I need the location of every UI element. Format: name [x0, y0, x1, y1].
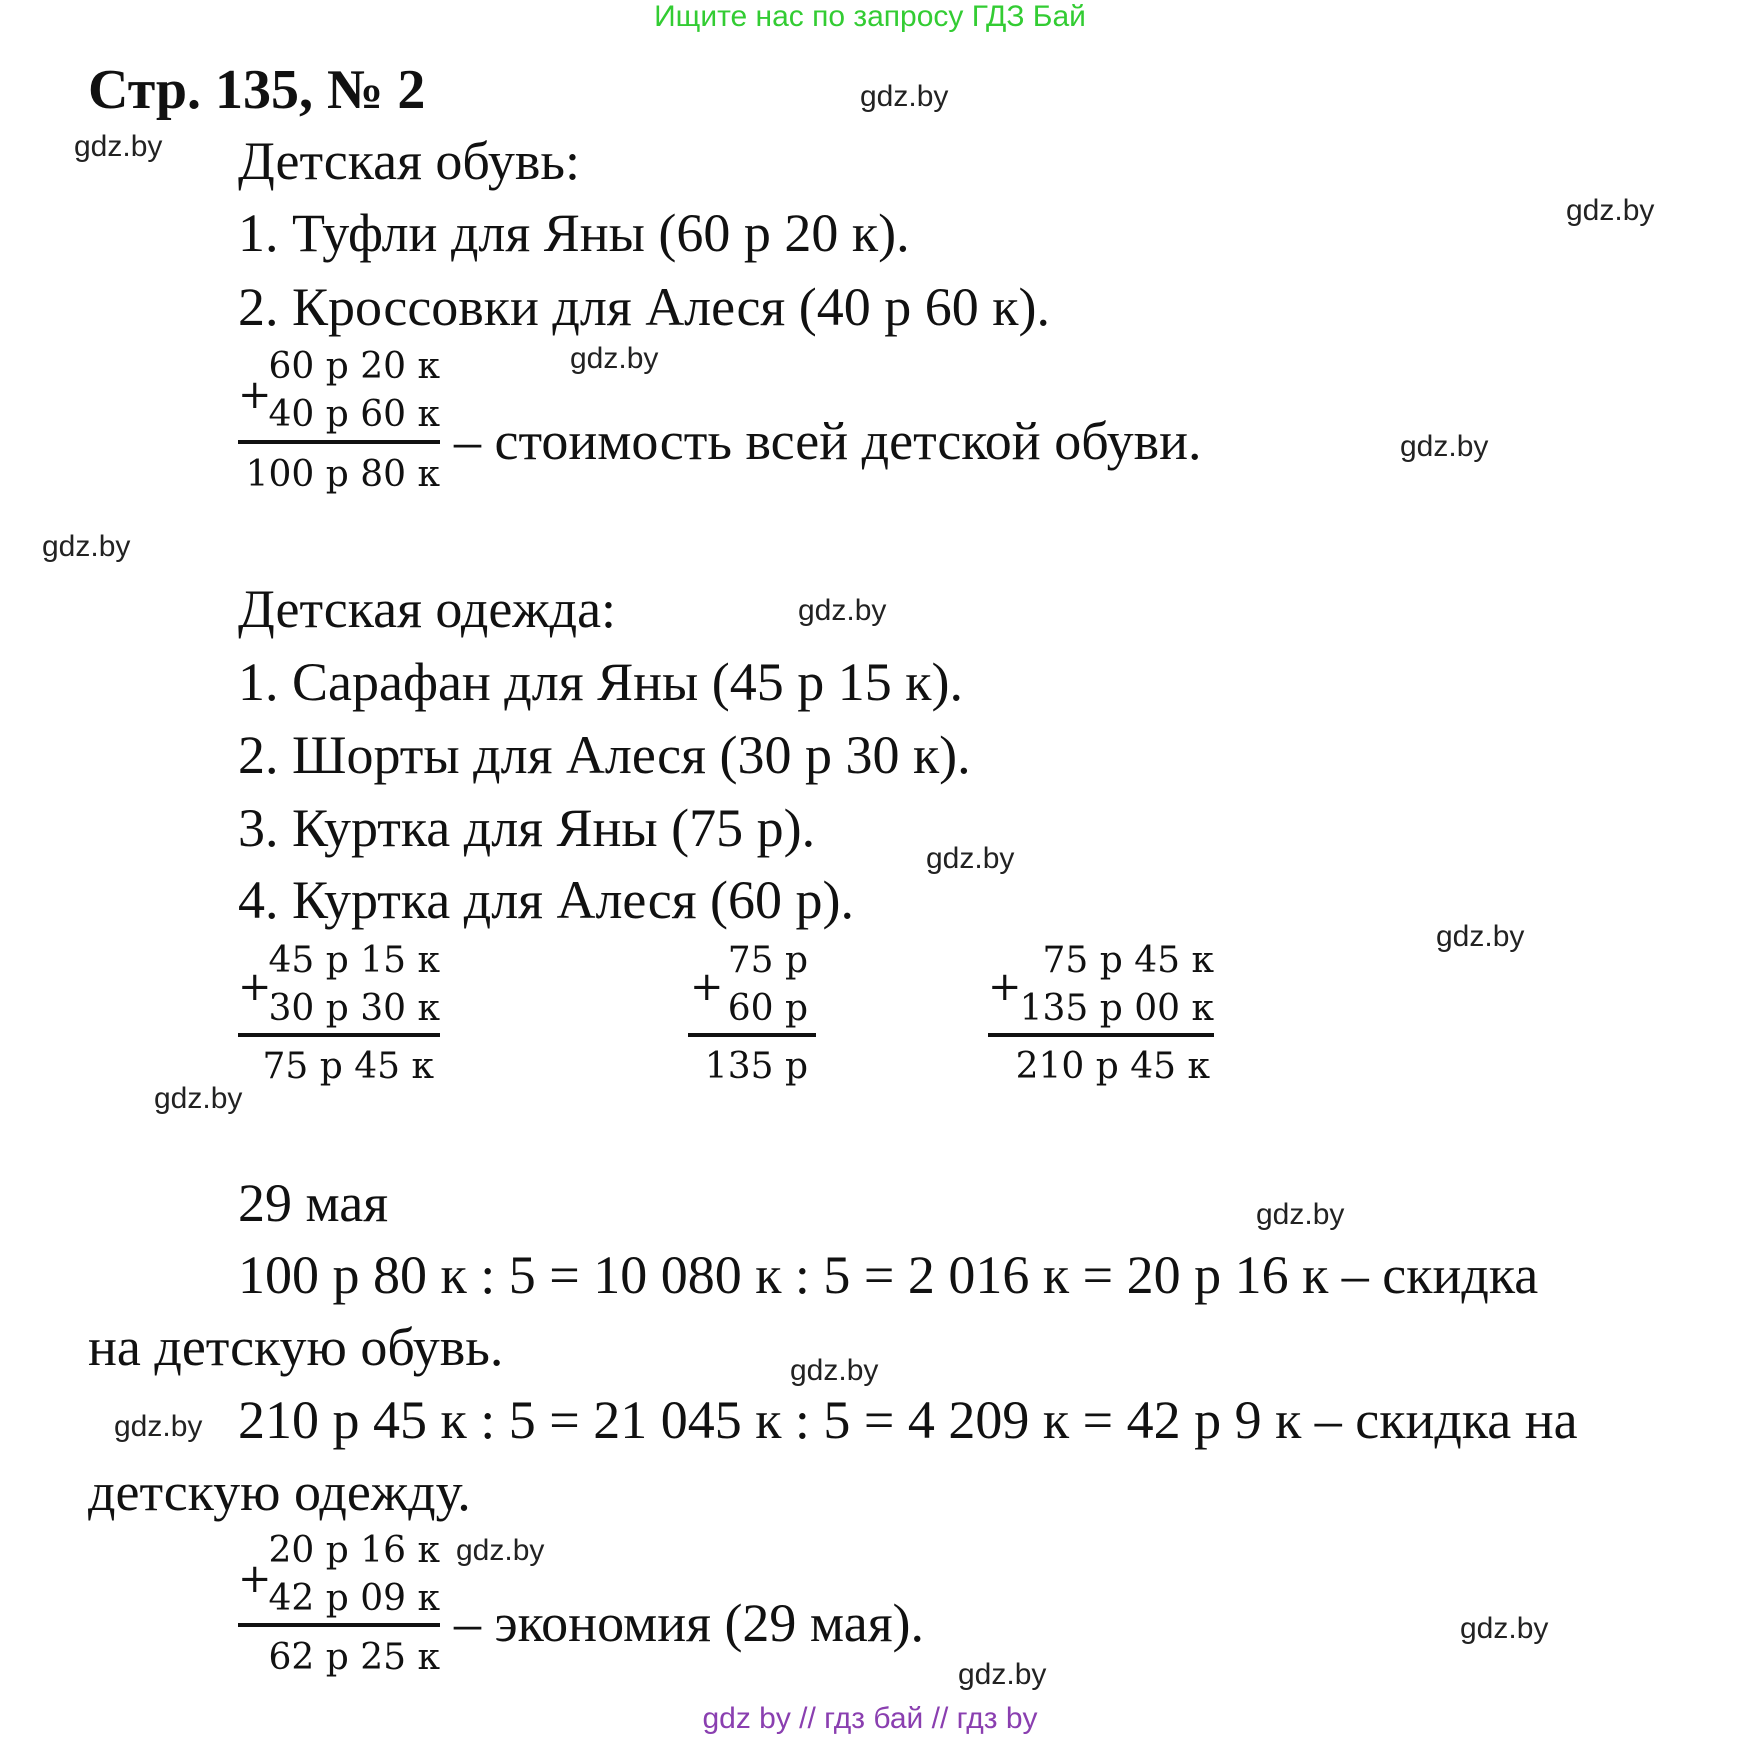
watermark: gdz.by [42, 530, 131, 563]
watermark: gdz.by [1400, 430, 1489, 463]
plus-sign: + [238, 1556, 272, 1602]
clothes-calc3-b: 135 р 00 к [1019, 988, 1214, 1029]
discount-line-2a: 210 р 45 к : 5 = 21 045 к : 5 = 4 209 к = 42 р 9 к – скидка на [238, 1390, 1578, 1450]
clothes-calc2-a: 75 р [727, 940, 808, 981]
shoes-calc-a: 60 р 20 к [268, 346, 440, 387]
watermark: gdz.by [456, 1534, 545, 1567]
watermark: gdz.by [958, 1658, 1047, 1691]
watermark: gdz.by [74, 130, 163, 163]
top-banner: Ищите нас по запросу ГДЗ Бай [654, 0, 1086, 33]
clothes-item-2: 2. Шорты для Алеся (30 р 30 к). [238, 725, 971, 785]
watermark: gdz.by [1436, 920, 1525, 953]
footer-links: gdz by // гдз бай // гдз by [702, 1702, 1038, 1735]
plus-sign: + [238, 964, 272, 1010]
discount-calc-sum: 62 р 25 к [268, 1637, 440, 1678]
discount-date: 29 мая [238, 1173, 389, 1233]
watermark: gdz.by [114, 1410, 203, 1443]
watermark: gdz.by [154, 1082, 243, 1115]
sum-line [988, 1033, 1214, 1037]
clothes-heading: Детская одежда: [238, 579, 617, 639]
sum-line [238, 440, 440, 444]
clothes-item-3: 3. Куртка для Яны (75 р). [238, 798, 816, 858]
sum-line [688, 1033, 816, 1037]
clothes-calc1-sum: 75 р 45 к [262, 1046, 434, 1087]
watermark: gdz.by [926, 842, 1015, 875]
clothes-calc2-b: 60 р [727, 988, 808, 1029]
shoes-item-2: 2. Кроссовки для Алеся (40 р 60 к). [238, 277, 1050, 337]
clothes-calc3-a: 75 р 45 к [1042, 940, 1214, 981]
plus-sign: + [690, 964, 724, 1010]
watermark: gdz.by [1460, 1612, 1549, 1645]
clothes-calc2-sum: 135 р [704, 1046, 808, 1087]
clothes-item-1: 1. Сарафан для Яны (45 р 15 к). [238, 652, 963, 712]
page-title: Стр. 135, № 2 [88, 59, 426, 121]
watermark: gdz.by [1566, 194, 1655, 227]
sum-line [238, 1033, 440, 1037]
clothes-calc1-a: 45 р 15 к [268, 940, 440, 981]
discount-calc-b: 42 р 09 к [268, 1578, 440, 1619]
shoes-item-1: 1. Туфли для Яны (60 р 20 к). [238, 203, 910, 263]
discount-calc-a: 20 р 16 к [268, 1530, 440, 1571]
clothes-item-4: 4. Куртка для Алеся (60 р). [238, 870, 855, 930]
plus-sign: + [988, 964, 1022, 1010]
shoes-calc-sum: 100 р 80 к [245, 454, 440, 495]
discount-line-1a: 100 р 80 к : 5 = 10 080 к : 5 = 2 016 к = 20 р 16 к – скидка [238, 1245, 1539, 1305]
shoes-calc-b: 40 р 60 к [268, 394, 440, 435]
discount-calc-note: – экономия (29 мая). [454, 1593, 925, 1653]
watermark: gdz.by [798, 594, 887, 627]
discount-line-2b: детскую одежду. [88, 1462, 471, 1522]
sum-line [238, 1623, 440, 1627]
watermark: gdz.by [570, 342, 659, 375]
watermark: gdz.by [860, 80, 949, 113]
clothes-calc3-sum: 210 р 45 к [1015, 1046, 1210, 1087]
shoes-heading: Детская обувь: [238, 131, 580, 191]
shoes-calc-note: – стоимость всей детской обуви. [454, 411, 1202, 471]
plus-sign: + [238, 372, 272, 418]
discount-line-1b: на детскую обувь. [88, 1317, 504, 1377]
watermark: gdz.by [1256, 1198, 1345, 1231]
watermark: gdz.by [790, 1354, 879, 1387]
clothes-calc1-b: 30 р 30 к [268, 988, 440, 1029]
